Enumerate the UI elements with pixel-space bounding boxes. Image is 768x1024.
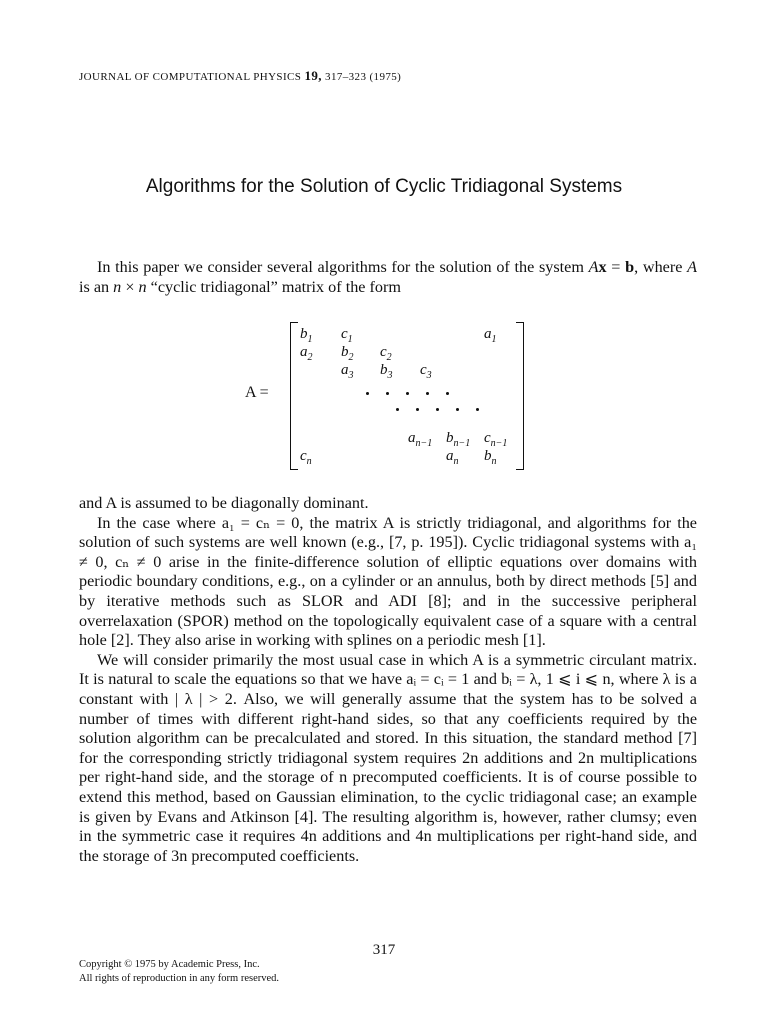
matrix-entry-a-n-minus-1: $a_{n-1}$ xyxy=(408,430,433,449)
matrix-ellipsis-dot xyxy=(456,408,459,411)
intro-text: = xyxy=(606,258,626,276)
body-text xyxy=(79,494,697,866)
matrix-ellipsis-dot xyxy=(476,408,479,411)
intro-math: n xyxy=(113,277,122,296)
journal-header xyxy=(79,68,401,84)
matrix-entry-b2: $b_2$ xyxy=(341,344,354,363)
matrix-entry-b1: $b_1$ xyxy=(300,326,313,345)
matrix-entry-b3: $b_3$ xyxy=(380,362,393,381)
intro-text: × xyxy=(121,277,139,296)
matrix-ellipsis-dot xyxy=(426,392,429,395)
matrix-entry-cn: $c_n$ xyxy=(300,448,312,467)
matrix-ellipsis-dot xyxy=(406,392,409,395)
intro-text: “cyclic tridiagonal” matrix of the form xyxy=(146,277,401,296)
intro-math: n xyxy=(138,277,147,296)
matrix-lhs: A = xyxy=(245,384,269,401)
matrix-entry-a1: $a_1$ xyxy=(484,326,497,345)
matrix-entry-c2: $c_2$ xyxy=(380,344,392,363)
copyright-notice xyxy=(79,958,279,986)
matrix-ellipsis-dot xyxy=(416,408,419,411)
intro-text: , where xyxy=(634,258,688,276)
matrix-entry-a2: $a_2$ xyxy=(300,344,313,363)
matrix-entry-c3: $c_3$ xyxy=(420,362,432,381)
intro-text: In this paper we consider several algorithms for the solution of the system xyxy=(97,258,589,276)
tridiagonal-matrix xyxy=(0,322,768,472)
body-paragraph-0: and A is assumed to be diagonally dominant. xyxy=(79,494,369,512)
matrix-ellipsis-dot xyxy=(436,408,439,411)
matrix-entry-c-n-minus-1: $c_{n-1}$ xyxy=(484,430,508,449)
intro-math: A xyxy=(588,258,599,276)
paper-title: Algorithms for the Solution of Cyclic Tridiagonal Systems xyxy=(145,176,623,197)
matrix-right-bracket xyxy=(516,322,524,470)
matrix-ellipsis-dot xyxy=(366,392,369,395)
matrix-ellipsis-dot xyxy=(386,392,389,395)
copyright-line-2: All rights of reproduction in any form reserved. xyxy=(79,973,280,984)
matrix-left-bracket xyxy=(290,322,298,470)
intro-math-bold: b xyxy=(625,258,635,276)
matrix-entry-an: $a_n$ xyxy=(446,448,459,467)
journal-volume: 19, xyxy=(304,68,322,83)
matrix-entry-c1: $c_1$ xyxy=(341,326,353,345)
matrix-ellipsis-dot xyxy=(396,408,399,411)
body-paragraph-2: We will consider primarily the most usual case in which A is a symmetric circulant matrix. It is natural to scale the equations so that we have aᵢ = cᵢ = 1 and bᵢ = λ, 1 ⩽ i ⩽ n, where λ is a constant with | λ | > 2. Also, we will generally assume that the system has to be solved a number of times with different right-hand sides, so that any coefficients required by the solution algorithm can be precalculated and stored. In this situation, the standard method [7] for the corresponding strictly tridiagonal system requires 2n additions and 2n multiplications per right-hand side, and the storage of n precomputed coefficients. It is of course possible to extend this method, based on Gaussian elimination, to the cyclic tridiagonal case; an example is given by Evans and Atkinson [4]. The resulting algorithm is, however, rather clumsy; even in the symmetric case it requires 4n additions and 4n multiplications per right-hand side, and the storage of 3n precomputed coefficients. xyxy=(79,650,697,865)
matrix-ellipsis-dot xyxy=(446,392,449,395)
intro-math-bold: x xyxy=(598,258,607,276)
body-paragraph-1: In the case where a₁ = cₙ = 0, the matrix A is strictly tridiagonal, and algorithms for the solution of such systems are well known (e.g., [7, p. 195]). Cyclic tridiagonal systems with a₁ ≠ 0, cₙ ≠ 0 arise in the finite-difference solution of elliptic equations over domains with periodic boundary conditions, e.g., on a cylinder or an annulus, both by direct methods [5] and by iterative methods such as SLOR and ADI [8]; and in the successive peripheral overrelaxation (SPOR) method on the topologically equivalent case of a square with a central hole [2]. They also arise in working with splines on a periodic mesh [1]. xyxy=(79,513,697,650)
matrix-entry-bn: $b_n$ xyxy=(484,448,497,467)
intro-paragraph xyxy=(79,258,697,297)
page-number: 317 xyxy=(372,942,396,958)
matrix-entry-b-n-minus-1: $b_{n-1}$ xyxy=(446,430,471,449)
intro-math: A xyxy=(687,258,698,276)
journal-name: JOURNAL OF COMPUTATIONAL PHYSICS xyxy=(79,71,302,83)
intro-text: is an xyxy=(79,277,114,296)
copyright-line-1: Copyright © 1975 by Academic Press, Inc. xyxy=(79,959,260,970)
matrix-entry-a3: $a_3$ xyxy=(341,362,354,381)
journal-pages-year: 317–323 (1975) xyxy=(325,71,402,83)
